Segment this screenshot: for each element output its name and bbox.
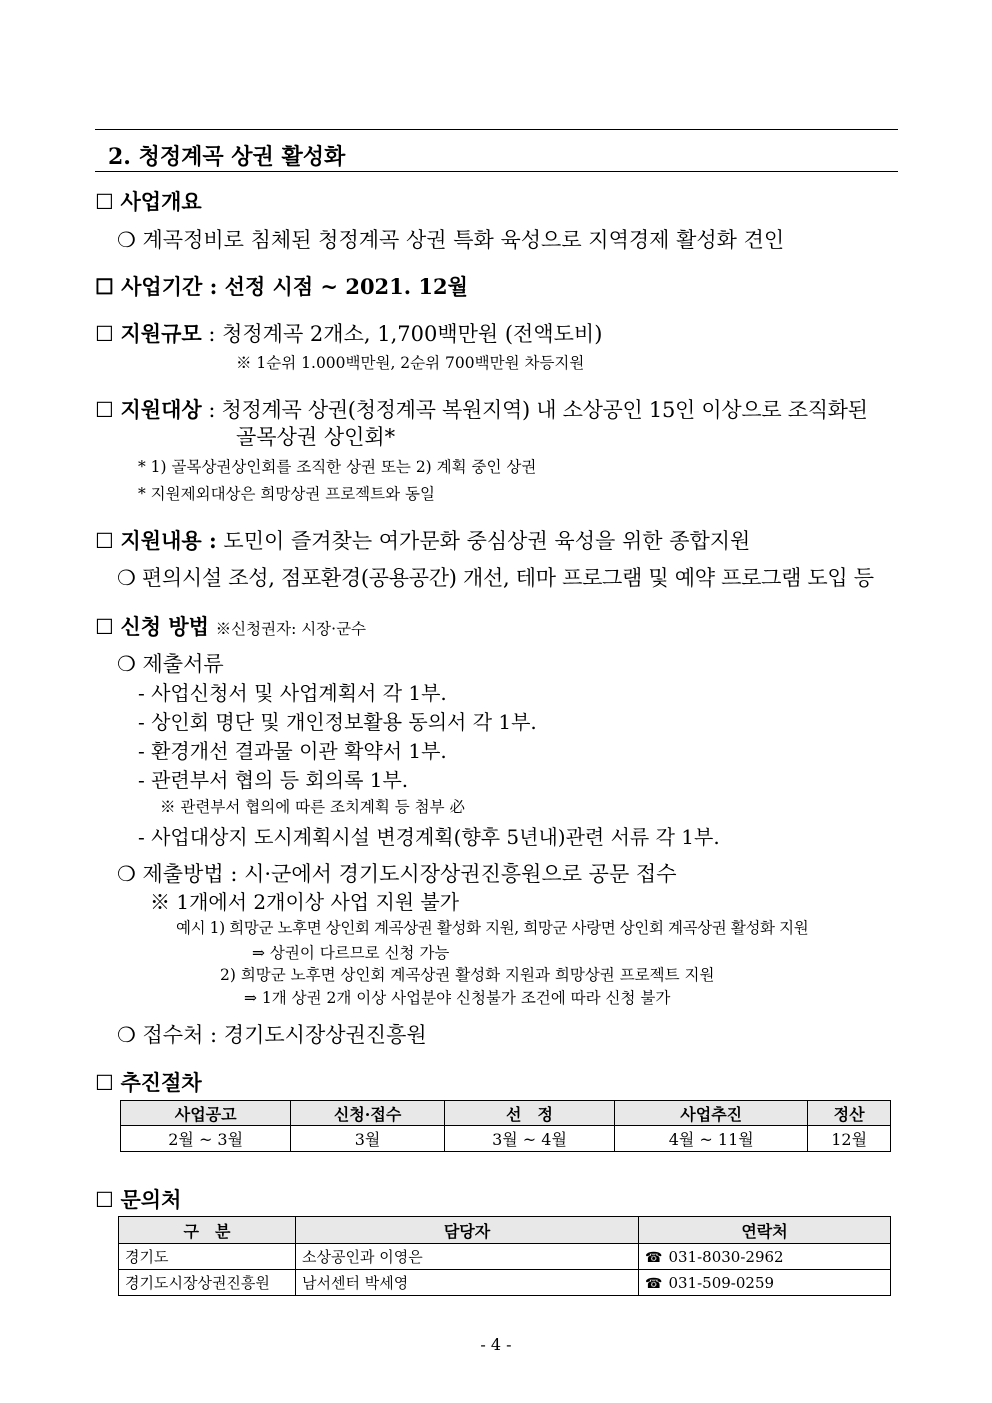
- circle-bullet-icon: ❍: [117, 1023, 136, 1047]
- contact-phone: ☎ 031-8030-2962: [639, 1244, 891, 1270]
- table-cell: 3월: [291, 1126, 445, 1152]
- scale-section: ☐ 지원규모 : 청정계곡 2개소, 1,700백만원 (전액도비): [95, 321, 603, 346]
- doc-item: - 관련부서 협의 등 회의록 1부.: [138, 768, 409, 792]
- apply-label: 신청 방법: [120, 614, 209, 639]
- example-2-result: ⇒ 1개 상권 2개 이상 사업분야 신청불가 조건에 따라 신청 불가: [244, 989, 671, 1007]
- target-line2: 골목상권 상인회*: [236, 425, 396, 449]
- example-1-result: ⇒ 상권이 다르므로 신청 가능: [252, 944, 450, 962]
- scale-note: ※ 1순위 1.000백만원, 2순위 700백만원 차등지원: [236, 354, 585, 372]
- table-header-cell: 사업공고: [121, 1101, 291, 1126]
- example-2: 2) 희망군 노후면 상인회 계곡상권 활성화 지원과 희망상권 프로젝트 지원: [220, 966, 715, 984]
- table-header-cell: 신청·접수: [291, 1101, 445, 1126]
- contact-org: 경기도시장상권진흥원: [119, 1270, 296, 1296]
- docs-note: ※ 관련부서 협의에 따른 조치계획 등 첨부 必: [160, 798, 466, 816]
- table-header-cell: 담당자: [296, 1217, 639, 1244]
- checkbox-icon: ☐: [95, 529, 114, 553]
- circle-bullet-icon: ❍: [117, 566, 136, 590]
- checkbox-icon: ☐: [95, 1071, 114, 1095]
- procedure-table: [120, 1100, 891, 1152]
- checkbox-icon: ☐: [95, 615, 114, 639]
- checkbox-icon: ☐: [95, 1188, 114, 1212]
- top-rule: [95, 129, 898, 130]
- checkbox-icon: ☐: [95, 190, 114, 214]
- table-row: [121, 1126, 891, 1152]
- apply-section: ☐ 신청 방법 ※신청권자: 시장·군수: [95, 614, 367, 639]
- table-cell: 12월: [808, 1126, 891, 1152]
- circle-bullet-icon: ❍: [117, 862, 136, 886]
- target-note-1: * 1) 골목상권상인회를 조직한 상권 또는 2) 계획 중인 상권: [138, 458, 537, 476]
- contact-person: 남서센터 박세영: [296, 1270, 639, 1296]
- doc-item: - 환경개선 결과물 이관 확약서 1부.: [138, 739, 447, 763]
- method-note: ※ 1개에서 2개이상 사업 지원 불가: [150, 890, 460, 914]
- contact-person: 소상공인과 이영은: [296, 1244, 639, 1270]
- contact-table: [118, 1216, 891, 1296]
- receiver-item: ❍ 접수처 : 경기도시장상권진흥원: [117, 1023, 427, 1047]
- checkbox-icon: ☐: [95, 398, 114, 422]
- contact-phone: ☎ 031-509-0259: [639, 1270, 891, 1296]
- content-item: ❍ 편의시설 조성, 점포환경(공용공간) 개선, 테마 프로그램 및 예약 프로그램 도입 등: [117, 566, 874, 590]
- content-label: 지원내용 :: [120, 528, 217, 553]
- target-note-2: * 지원제외대상은 희망상권 프로젝트와 동일: [138, 485, 435, 503]
- scale-label: 지원규모: [120, 321, 202, 346]
- circle-bullet-icon: ❍: [117, 228, 136, 252]
- example-1: 예시 1) 희망군 노후면 상인회 계곡상권 활성화 지원, 희망군 사랑면 상인회 계곡상권 활성화 지원: [176, 919, 809, 937]
- table-header-row: [119, 1217, 891, 1244]
- table-header-row: [121, 1101, 891, 1126]
- table-header-cell: 선 정: [444, 1101, 614, 1126]
- phone-icon: ☎: [645, 1275, 663, 1292]
- procedure-label: 추진절차: [120, 1070, 202, 1095]
- overview-item: ❍ 계곡정비로 침체된 청정계곡 상권 특화 육성으로 지역경제 활성화 견인: [117, 228, 785, 252]
- table-header-cell: 연락처: [639, 1217, 891, 1244]
- content-section: ☐ 지원내용 : 도민이 즐겨찾는 여가문화 중심상권 육성을 위한 종합지원: [95, 528, 751, 553]
- checkbox-icon: ☐: [95, 274, 114, 299]
- contact-section: [95, 1184, 181, 1214]
- target-section: ☐ 지원대상 : 청정계곡 상권(청정계곡 복원지역) 내 소상공인 15인 이상으로 조직화된: [95, 397, 868, 422]
- table-cell: 4월 ~ 11월: [615, 1126, 808, 1152]
- circle-bullet-icon: ❍: [117, 652, 136, 676]
- doc-item: - 상인회 명단 및 개인정보활용 동의서 각 1부.: [138, 710, 537, 734]
- table-header-cell: 사업추진: [615, 1101, 808, 1126]
- phone-icon: ☎: [645, 1249, 663, 1266]
- table-header-cell: 정산: [808, 1101, 891, 1126]
- target-label: 지원대상: [120, 397, 202, 422]
- docs-label: ❍ 제출서류: [117, 652, 224, 676]
- doc-item: - 사업신청서 및 사업계획서 각 1부.: [138, 681, 447, 705]
- contact-org: 경기도: [119, 1244, 296, 1270]
- overview-label: 사업개요: [120, 189, 202, 214]
- contact-label: 문의처: [120, 1187, 182, 1212]
- doc-item: - 사업대상지 도시계획시설 변경계획(향후 5년내)관련 서류 각 1부.: [138, 825, 720, 849]
- overview-section: [95, 186, 202, 216]
- table-row: [119, 1270, 891, 1296]
- table-cell: 3월 ~ 4월: [444, 1126, 614, 1152]
- page-number: - 4 -: [480, 1335, 512, 1354]
- table-cell: 2월 ~ 3월: [121, 1126, 291, 1152]
- table-header-cell: 구 분: [119, 1217, 296, 1244]
- procedure-section: [95, 1067, 202, 1097]
- bottom-rule: [95, 171, 898, 172]
- period-section: ☐ 사업기간 : 선정 시점 ~ 2021. 12월: [95, 274, 468, 299]
- table-row: [119, 1244, 891, 1270]
- method-item: ❍ 제출방법 : 시·군에서 경기도시장상권진흥원으로 공문 접수: [117, 862, 677, 886]
- checkbox-icon: ☐: [95, 322, 114, 346]
- page-title: 2. 청정계곡 상권 활성화: [108, 144, 346, 170]
